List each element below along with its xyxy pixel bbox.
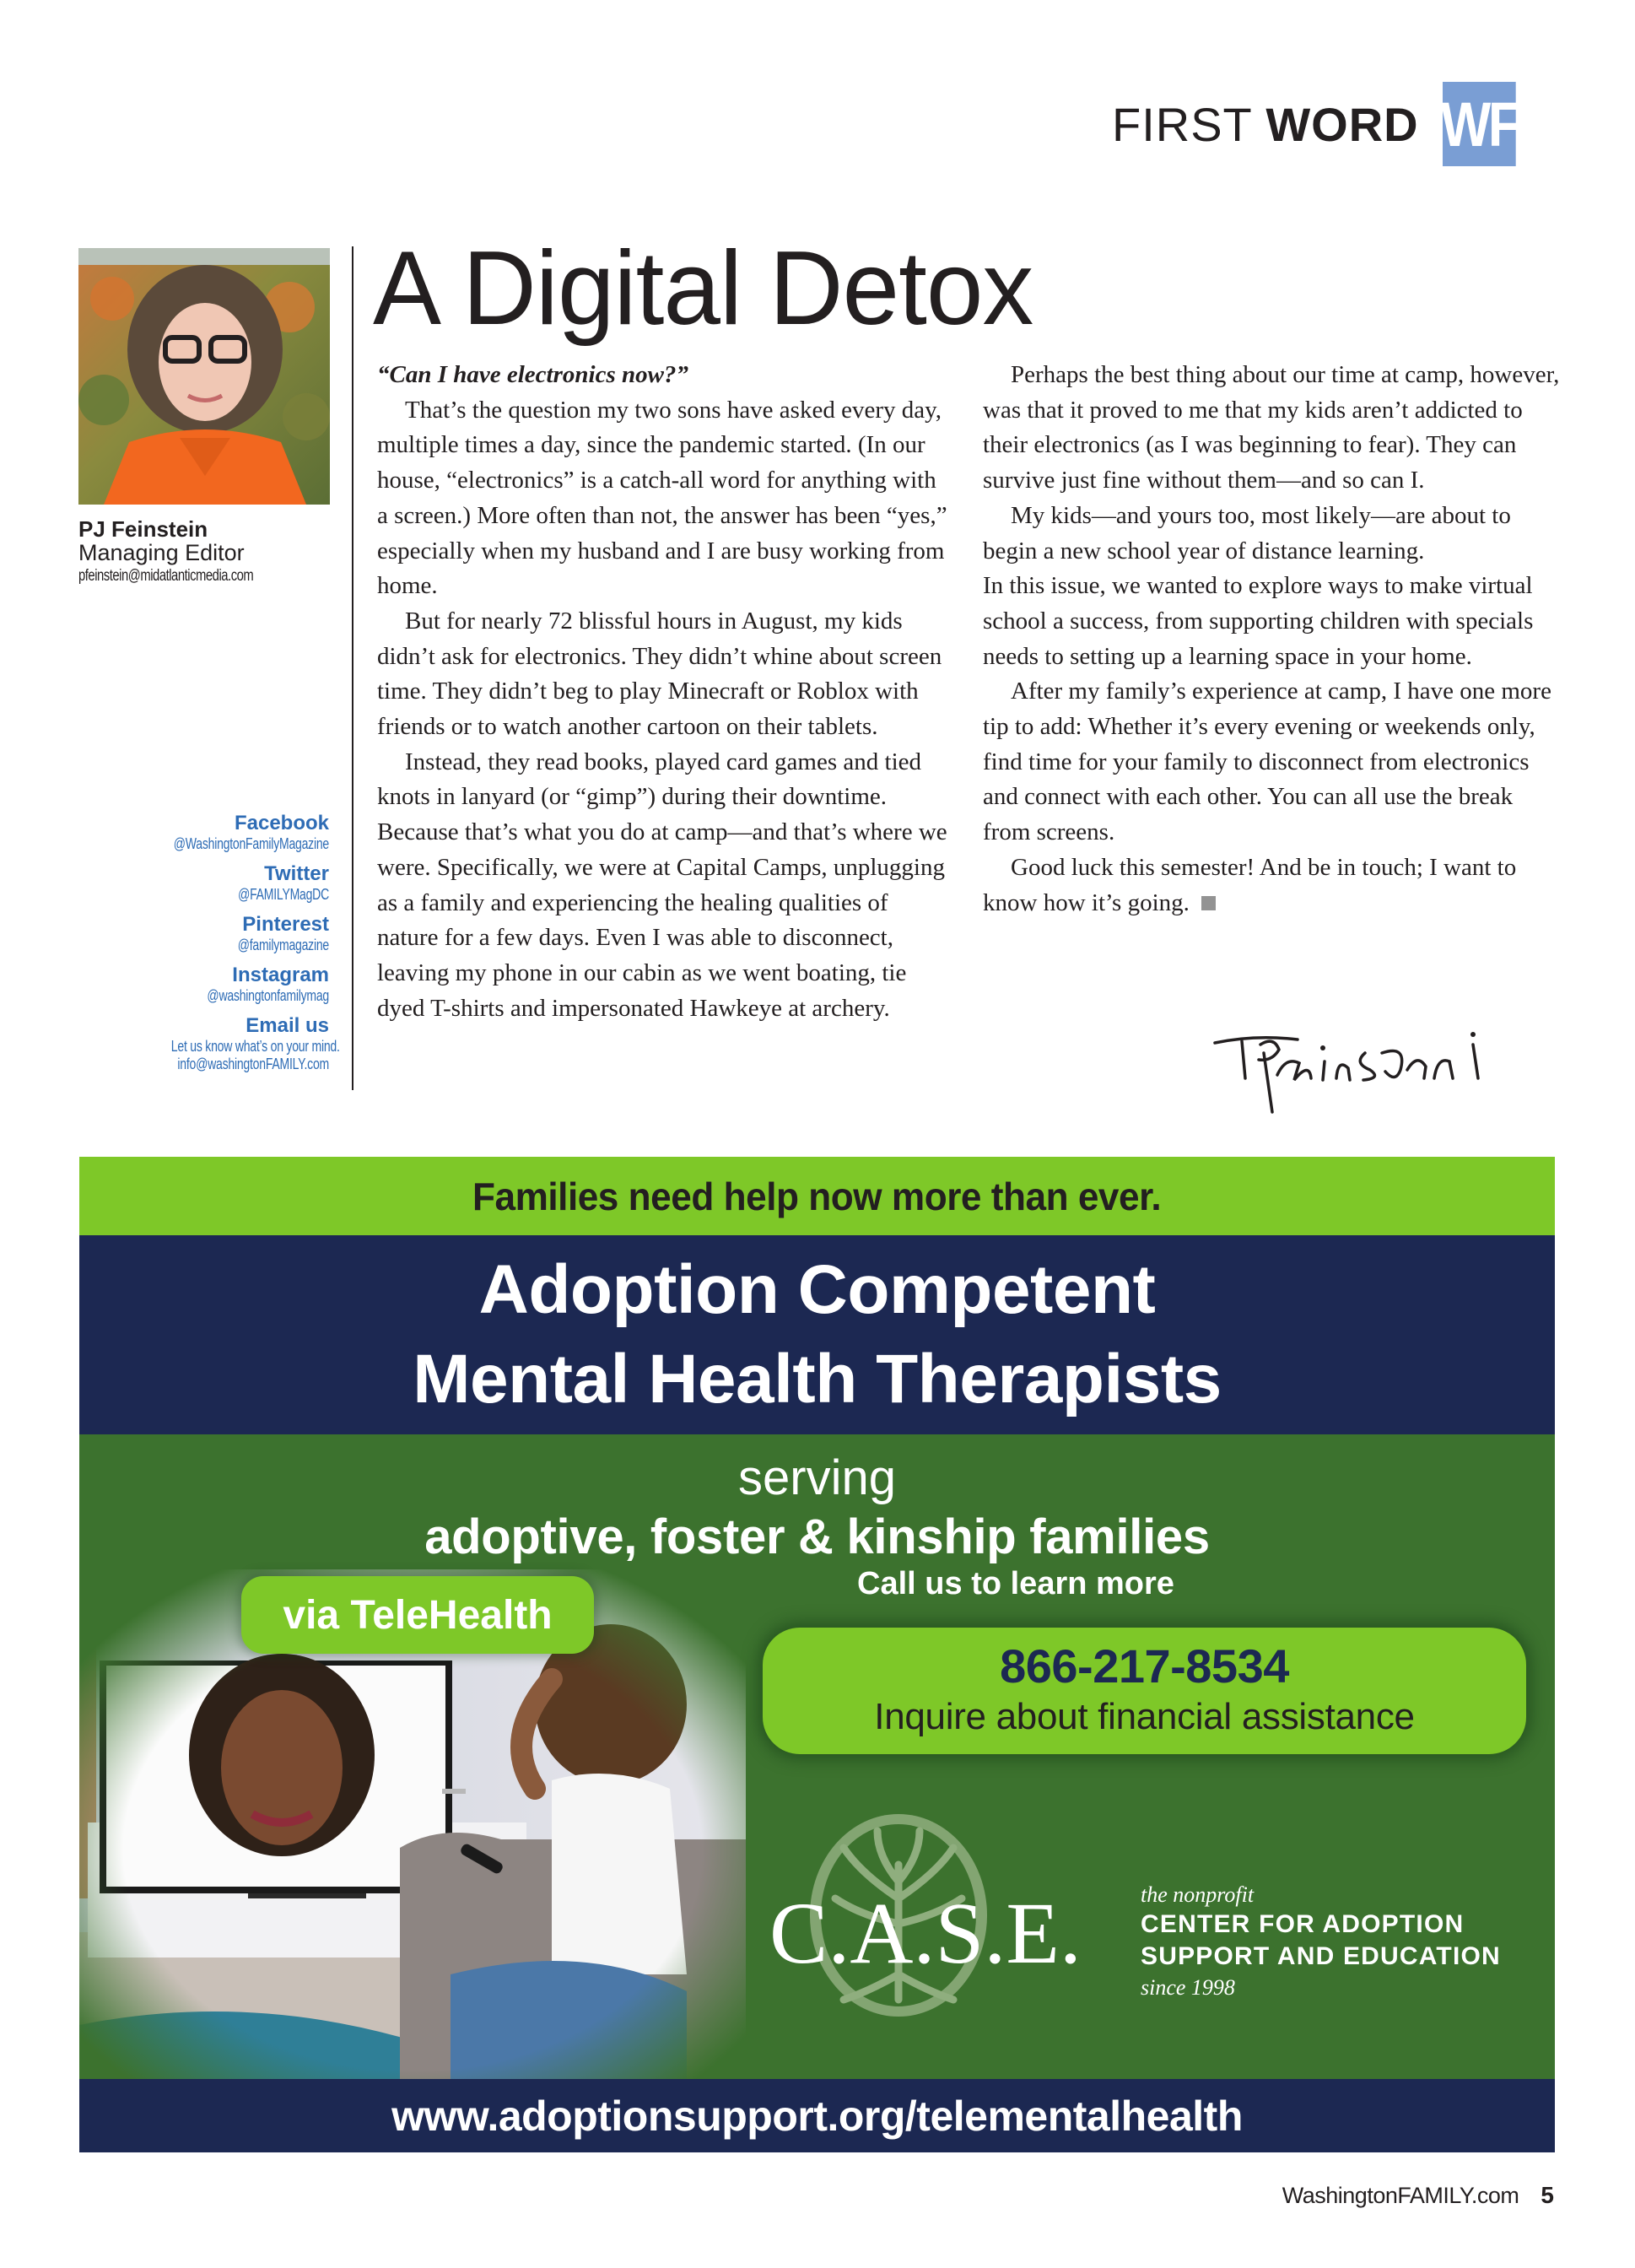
ad-telehealth-badge: via TeleHealth — [241, 1576, 594, 1654]
signature — [1205, 1019, 1525, 1120]
case-org-info — [1141, 1882, 1501, 2003]
article-paragraph: But for nearly 72 blissful hours in August, my kids didn’t ask for electronics. They didn’t whine about screen time. They didn’t beg to play Minecraft or Roblox with friends or to watch another cartoon on their tablets. — [377, 607, 942, 741]
social-instagram[interactable] — [127, 964, 329, 1005]
article-paragraph: In this issue, we wanted to explore ways to make virtual school a success, from supporting children with specials needs to setting up a learning space in your home. — [983, 572, 1534, 670]
social-handle: @familymagazine — [237, 937, 329, 953]
ad-call-to-action: Call us to learn more — [857, 1566, 1174, 1601]
social-title: Instagram — [232, 964, 329, 986]
social-pinterest[interactable] — [127, 913, 329, 954]
ad-url-link[interactable]: www.adoptionsupport.org/telementalhealth — [391, 2092, 1243, 2140]
article-paragraph-text: Good luck this semester! And be in touch; I want to know how it’s going. — [983, 853, 1517, 916]
social-handle: Let us know what’s on your mind. — [170, 1038, 340, 1055]
editor-role: Managing Editor — [78, 540, 245, 565]
article-column-right — [983, 358, 1565, 921]
section-label-bold: WORD — [1265, 97, 1419, 151]
article-paragraph: After my family’s experience at camp, I have one more tip to add: Whether it’s every evening or weekends only, find time for your family to disconnect from electronics and connect with each other. You can all use the break from screens. — [983, 678, 1551, 846]
editor-name: PJ Feinstein — [78, 516, 208, 542]
article-column-left — [377, 358, 951, 1026]
ad-financial-note: Inquire about financial assistance — [874, 1696, 1415, 1737]
article-paragraph: My kids—and yours too, most likely—are about to begin a new school year of distance learning. — [983, 501, 1511, 564]
end-mark-icon — [1201, 896, 1216, 910]
social-handle: @FAMILYMagDC — [238, 886, 329, 903]
ad-tagline-band — [79, 1157, 1555, 1235]
section-header — [1112, 88, 1529, 160]
social-handle: @WashingtonFamilyMagazine — [173, 835, 329, 852]
social-links — [127, 812, 340, 1083]
social-handle: @washingtonfamilymag — [207, 987, 329, 1004]
case-logo — [768, 1806, 1097, 2025]
footer-site[interactable]: WashingtonFAMILY.com — [1282, 2183, 1519, 2208]
ad-headline-band — [79, 1235, 1555, 1434]
advertisement[interactable] — [79, 1157, 1555, 2152]
ad-url-band — [79, 2079, 1555, 2152]
ad-headline-line-2: Mental Health Therapists — [413, 1341, 1222, 1418]
social-twitter[interactable] — [127, 862, 329, 904]
section-label — [1112, 97, 1419, 152]
article-paragraph: Perhaps the best thing about our time at camp, however, was that it proved to me that my kids aren’t addicted to their electronics (as I was beginning to fear). They can survive just fine without them—and so can I. — [983, 361, 1560, 494]
social-title: Facebook — [234, 812, 329, 834]
social-handle: info@washingtonFAMILY.com — [177, 1056, 329, 1072]
section-label-light: FIRST — [1112, 97, 1252, 151]
article-paragraph-last — [983, 850, 1565, 921]
social-title: Pinterest — [242, 913, 329, 936]
ad-phone-box[interactable] — [763, 1628, 1526, 1754]
social-title: Twitter — [264, 862, 329, 885]
social-title: Email us — [246, 1014, 329, 1037]
ad-tagline: Families need help now more than ever. — [472, 1174, 1162, 1218]
column-divider — [352, 246, 353, 1090]
ad-phone-number[interactable]: 866-217-8534 — [1000, 1639, 1289, 1693]
article-title: A Digital Detox — [373, 230, 1033, 347]
ad-headline-line-1: Adoption Competent — [478, 1251, 1156, 1328]
case-org-line-1: CENTER FOR ADOPTION — [1141, 1910, 1465, 1938]
article-paragraph: That’s the question my two sons have asked every day, multiple times a day, since the pandemic started. (In our house, “electronics” is a catch-all word for anything with a screen.) More often than not, the answer has been “yes,” especially when my husband and I are busy working from home. — [377, 396, 947, 600]
case-nonprofit: the nonprofit — [1141, 1882, 1255, 1907]
page-number: 5 — [1541, 2182, 1554, 2208]
page-footer — [1282, 2182, 1554, 2209]
editor-email[interactable]: pfeinstein@midatlanticmedia.com — [78, 567, 254, 585]
ad-main-panel — [79, 1434, 1555, 2079]
social-facebook[interactable] — [127, 812, 329, 853]
editor-photo — [78, 248, 330, 505]
ad-serving: serving — [738, 1450, 896, 1505]
ad-families: adoptive, foster & kinship families — [424, 1509, 1210, 1564]
article-paragraph: Instead, they read books, played card games and tied knots in lanyard (or “gimp”) during their downtime. Because that’s what you do at camp—and that’s where we were. Specifically, we were at Capital Camps, unplugging as a family and experiencing the healing qualities of nature for a few days. Even I was able to disconnect, leaving my phone in our cabin as we went boating, tie dyed T-shirts and impersonated Hawkeye at archery. — [377, 748, 947, 1022]
case-logo-text: C.A.S.E. — [769, 1885, 1082, 1982]
case-since: since 1998 — [1141, 1975, 1235, 2000]
case-org-line-2: SUPPORT AND EDUCATION — [1141, 1942, 1501, 1970]
social-email[interactable] — [127, 1014, 340, 1073]
article-lede: “Can I have electronics now?” — [377, 361, 688, 388]
wf-logo: WF — [1443, 82, 1516, 166]
